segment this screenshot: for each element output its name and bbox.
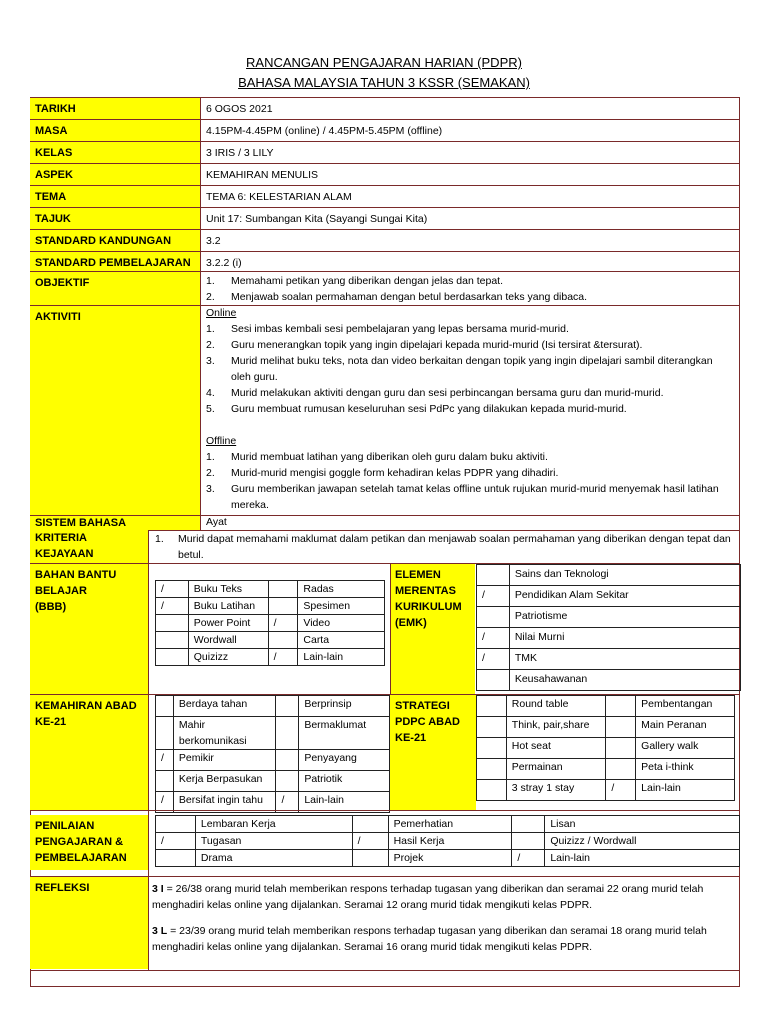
option-cell: Lain-lain (636, 780, 735, 801)
kriteria-text: Murid dapat memahami maklumat dalam petikan dan menjawab soalan permahaman yang diberikan dengan tepat dan betul. (178, 533, 731, 561)
bbb-label: BAHAN BANTU BELAJAR (BBB) (30, 564, 148, 694)
kriteria-label: KRITERIA KEJAYAAN (30, 530, 148, 563)
tick-cell: / (156, 792, 174, 813)
refleksi-text (152, 881, 736, 965)
tick-cell (477, 738, 507, 759)
option-cell: Patriotik (299, 771, 390, 792)
tajuk-label: TAJUK (30, 208, 200, 229)
objektif-item: 1. Memahami petikan yang diberikan dengan jelas dan tepat. (206, 275, 504, 287)
emk-row (477, 649, 741, 670)
kriteria-number: 1. (155, 533, 164, 545)
option-cell: Pemikir (173, 750, 276, 771)
tick-cell (477, 759, 507, 780)
option-cell: Berdaya tahan (173, 696, 276, 717)
emk-table (476, 564, 741, 691)
kelas-label: KELAS (30, 142, 200, 163)
tick-cell (512, 833, 545, 850)
option-cell: Buku Teks (188, 581, 268, 598)
option-cell: Video (298, 615, 385, 632)
tick-cell (268, 598, 298, 615)
option-cell: Lain-lain (545, 850, 740, 867)
online-heading: Online (206, 307, 237, 319)
option-cell: Main Peranan (636, 717, 735, 738)
masa-value: 4.15PM-4.45PM (online) / 4.45PM-5.45PM (offline) (200, 120, 740, 141)
option-cell: Tugasan (195, 833, 352, 850)
online-item: 1. Sesi imbas kembali sesi pembelajaran yang lepas bersama murid-murid. (206, 323, 569, 335)
tick-cell: / (156, 833, 196, 850)
offline-heading: Offline (206, 435, 237, 447)
option-cell: Lembaran Kerja (195, 816, 352, 833)
option-cell: Bersifat ingin tahu (173, 792, 276, 813)
tick-cell (606, 759, 636, 780)
tick-cell (156, 632, 189, 649)
option-cell: Quizizz / Wordwall (545, 833, 740, 850)
offline-list (206, 449, 735, 513)
offline-item: 3. Guru memberikan jawapan setelah tamat kelas offline untuk rujukan murid-murid menyemak hasil latihan mereka. (206, 483, 719, 511)
tick-cell (276, 696, 299, 717)
option-cell: Peta i-think (636, 759, 735, 780)
tick-cell (352, 816, 388, 833)
tick-cell (156, 649, 189, 666)
option-cell: Buku Latihan (188, 598, 268, 615)
tarikh-value: 6 OGOS 2021 (200, 98, 740, 119)
emk-row (477, 628, 741, 649)
tick-cell (477, 717, 507, 738)
penilaian-row (156, 816, 740, 833)
bbb-row (156, 598, 385, 615)
tema-label: TEMA (30, 186, 200, 207)
option-cell: Drama (195, 850, 352, 867)
emk-row (477, 607, 741, 628)
tick-cell (352, 850, 388, 867)
tick-cell (512, 816, 545, 833)
online-item: 4. Murid melakukan aktiviti dengan guru dan sesi perbincangan bersama guru dan murid-murid. (206, 387, 664, 399)
objektif-label: OBJEKTIF (30, 272, 200, 305)
tick-cell: / (268, 615, 298, 632)
tick-cell (268, 632, 298, 649)
bbb-row (156, 649, 385, 666)
emk-row (477, 670, 741, 691)
document-subtitle: BAHASA MALAYSIA TAHUN 3 KSSR (SEMAKAN) (238, 75, 530, 90)
option-cell: Lain-lain (298, 649, 385, 666)
sistem-bahasa-value: Ayat (200, 515, 740, 530)
option-cell: Hasil Kerja (388, 833, 512, 850)
option-cell: Nilai Murni (509, 628, 740, 649)
option-cell: Lain-lain (299, 792, 390, 813)
option-cell: Pendidikan Alam Sekitar (509, 586, 740, 607)
tick-cell: / (477, 649, 510, 670)
aspek-value: KEMAHIRAN MENULIS (200, 164, 740, 185)
strategi-label: STRATEGI PDPC ABAD KE-21 (390, 695, 476, 810)
option-cell: Hot seat (506, 738, 606, 759)
objektif-list (206, 273, 735, 305)
tarikh-label: TARIKH (30, 98, 200, 119)
tick-cell (477, 670, 510, 691)
penilaian-table (155, 815, 740, 867)
penilaian-row (156, 833, 740, 850)
masa-label: MASA (30, 120, 200, 141)
tick-cell: / (606, 780, 636, 801)
strategi-row (477, 738, 735, 759)
penilaian-row (156, 850, 740, 867)
option-cell: Round table (506, 696, 606, 717)
option-cell: Carta (298, 632, 385, 649)
tick-cell (156, 615, 189, 632)
tick-cell: / (352, 833, 388, 850)
tick-cell (606, 696, 636, 717)
abad-row (156, 750, 390, 771)
option-cell: Pemerhatian (388, 816, 512, 833)
option-cell: Spesimen (298, 598, 385, 615)
refleksi-3l: 3 L = 23/39 orang murid telah memberikan respons terhadap tugasan yang diberikan dan seramai 18 orang murid telah menghadiri kelas online yang dijalankan. Seramai 16 orang murid tidak mengikuti kelas PDPR. (152, 925, 707, 953)
standard-pembelajaran-value: 3.2.2 (i) (200, 252, 740, 271)
aktiviti-label: AKTIVITI (30, 306, 200, 515)
objektif-value (200, 272, 740, 305)
tick-cell (606, 738, 636, 759)
tick-cell (276, 771, 299, 792)
option-cell: Lisan (545, 816, 740, 833)
bbb-row (156, 615, 385, 632)
emk-label: ELEMEN MERENTAS KURIKULUM (EMK) (390, 564, 475, 694)
bbb-row (156, 632, 385, 649)
standard-kandungan-label: STANDARD KANDUNGAN (30, 230, 200, 251)
standard-kandungan-value: 3.2 (200, 230, 740, 251)
option-cell: Permainan (506, 759, 606, 780)
tick-cell (268, 581, 298, 598)
emk-row (477, 565, 741, 586)
tick-cell (477, 696, 507, 717)
tick-cell: / (512, 850, 545, 867)
tick-cell: / (477, 628, 510, 649)
tick-cell: / (156, 581, 189, 598)
offline-item: 1. Murid membuat latihan yang diberikan oleh guru dalam buku aktiviti. (206, 451, 548, 463)
tick-cell (156, 850, 196, 867)
tick-cell (606, 717, 636, 738)
option-cell: Gallery walk (636, 738, 735, 759)
option-cell: Bermaklumat (299, 717, 390, 750)
strategi-row (477, 759, 735, 780)
refleksi-3i: 3 I = 26/38 orang murid telah memberikan respons terhadap tugasan yang diberikan dan seramai 22 orang murid telah menghadiri kelas online yang dijalankan. Seramai 12 orang murid tidak mengikuti kelas PDPR. (152, 883, 704, 911)
option-cell: Patriotisme (509, 607, 740, 628)
objektif-item: 2. Menjawab soalan permahaman dengan betul berdasarkan teks yang dibaca. (206, 291, 588, 303)
tick-cell: / (156, 750, 174, 771)
aktiviti-value (200, 306, 740, 515)
option-cell: Sains dan Teknologi (509, 565, 740, 586)
option-cell: Penyayang (299, 750, 390, 771)
option-cell: TMK (509, 649, 740, 670)
option-cell: Keusahawanan (509, 670, 740, 691)
sistem-bahasa-label: SISTEM BAHASA (30, 516, 200, 530)
strategi-row (477, 696, 735, 717)
online-item: 5. Guru membuat rumusan keseluruhan sesi PdPc yang dilakukan kepada murid-murid. (206, 403, 627, 415)
abad-row (156, 771, 390, 792)
tick-cell (156, 717, 174, 750)
tick-cell: / (477, 586, 510, 607)
tick-cell (477, 780, 507, 801)
tick-cell: / (268, 649, 298, 666)
tick-cell (477, 607, 510, 628)
abad-row (156, 696, 390, 717)
tajuk-value: Unit 17: Sumbangan Kita (Sayangi Sungai Kita) (200, 208, 740, 229)
standard-pembelajaran-label: STANDARD PEMBELAJARAN (30, 252, 200, 271)
option-cell: Power Point (188, 615, 268, 632)
option-cell: Think, pair,share (506, 717, 606, 738)
option-cell: Wordwall (188, 632, 268, 649)
tick-cell (156, 816, 196, 833)
abad-label: KEMAHIRAN ABAD KE-21 (30, 695, 148, 810)
document-title: RANCANGAN PENGAJARAN HARIAN (PDPR) (246, 55, 522, 70)
tick-cell (156, 771, 174, 792)
option-cell: Projek (388, 850, 512, 867)
strategi-row (477, 717, 735, 738)
bbb-table (155, 580, 385, 666)
kelas-value: 3 IRIS / 3 LILY (200, 142, 740, 163)
option-cell: Kerja Berpasukan (173, 771, 276, 792)
tick-cell (276, 750, 299, 771)
aspek-label: ASPEK (30, 164, 200, 185)
tick-cell: / (276, 792, 299, 813)
offline-item: 2. Murid-murid mengisi goggle form kehadiran kelas PDPR yang dihadiri. (206, 467, 559, 479)
refleksi-label: REFLEKSI (30, 877, 148, 969)
bbb-row (156, 581, 385, 598)
online-item: 3. Murid melihat buku teks, nota dan video berkaitan dengan topik yang ingin dipelajari sambil diterangkan oleh guru. (206, 355, 713, 383)
tick-cell (477, 565, 510, 586)
tema-value: TEMA 6: KELESTARIAN ALAM (200, 186, 740, 207)
emk-row (477, 586, 741, 607)
tick-cell: / (156, 598, 189, 615)
online-list (206, 321, 735, 417)
tick-cell (276, 717, 299, 750)
abad-table (155, 695, 390, 813)
option-cell: Quizizz (188, 649, 268, 666)
tick-cell (156, 696, 174, 717)
strategi-table (476, 695, 735, 801)
option-cell: 3 stray 1 stay (506, 780, 606, 801)
online-item: 2. Guru menerangkan topik yang ingin dipelajari kepada murid-murid (Isi tersirat &tersurat). (206, 339, 643, 351)
option-cell: Berprinsip (299, 696, 390, 717)
penilaian-label: PENILAIAN PENGAJARAN & PEMBELAJARAN (30, 815, 148, 870)
option-cell: Pembentangan (636, 696, 735, 717)
abad-row (156, 717, 390, 750)
option-cell: Mahir berkomunikasi (173, 717, 276, 750)
strategi-row (477, 780, 735, 801)
option-cell: Radas (298, 581, 385, 598)
